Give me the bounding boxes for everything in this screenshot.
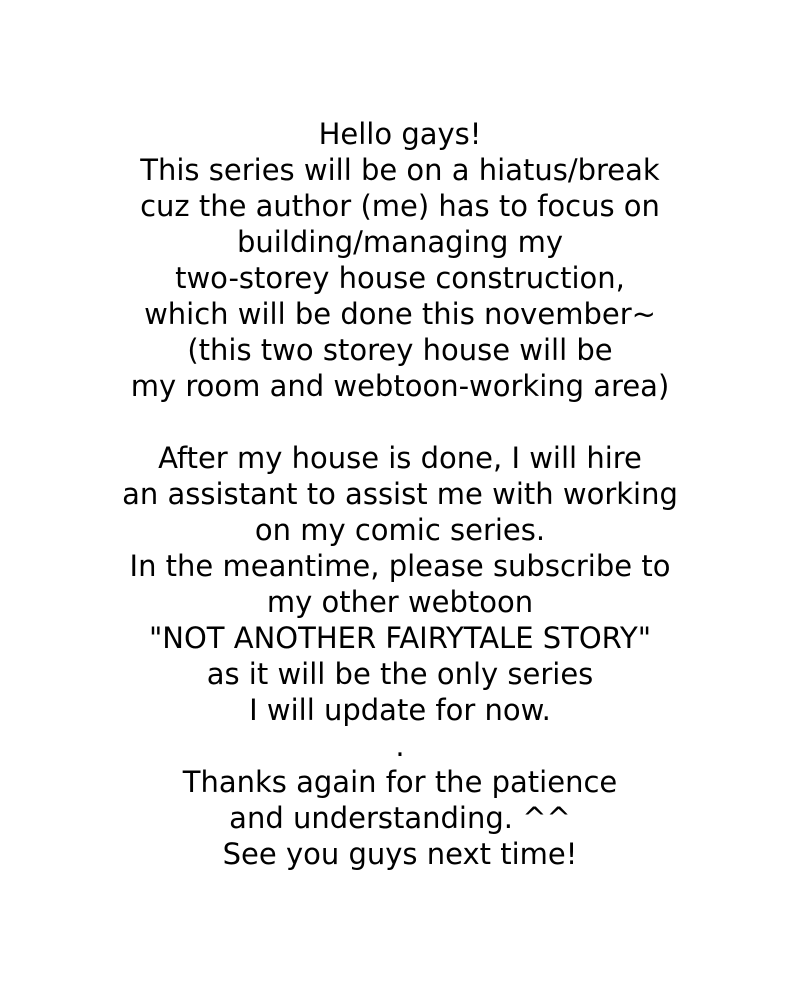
notice-line: Thanks again for the patience	[182, 765, 618, 799]
notice-line: Hello gays!	[318, 117, 482, 151]
notice-line: After my house is done, I will hire	[158, 441, 642, 475]
paragraph-spacer	[0, 404, 800, 440]
notice-line: two-storey house construction,	[175, 261, 625, 295]
notice-line: See you guys next time!	[222, 837, 578, 871]
notice-line: This series will be on a hiatus/break	[140, 153, 660, 187]
notice-line: an assistant to assist me with working	[122, 477, 678, 511]
notice-line: building/managing my	[237, 225, 563, 259]
notice-line: as it will be the only series	[206, 657, 594, 691]
notice-line: In the meantime, please subscribe to	[129, 549, 671, 583]
notice-line: "NOT ANOTHER FAIRYTALE STORY"	[148, 621, 652, 655]
notice-line: (this two storey house will be	[187, 333, 613, 367]
notice-line: cuz the author (me) has to focus on	[140, 189, 660, 223]
notice-line: I will update for now.	[249, 693, 551, 727]
notice-line: my room and webtoon-working area)	[130, 369, 670, 403]
notice-line: my other webtoon	[266, 585, 534, 619]
hiatus-notice	[0, 116, 800, 872]
notice-line: on my comic series.	[254, 513, 546, 547]
notice-line: .	[395, 729, 405, 763]
notice-line: which will be done this november~	[144, 297, 656, 331]
notice-line: and understanding. ^^	[229, 801, 571, 835]
